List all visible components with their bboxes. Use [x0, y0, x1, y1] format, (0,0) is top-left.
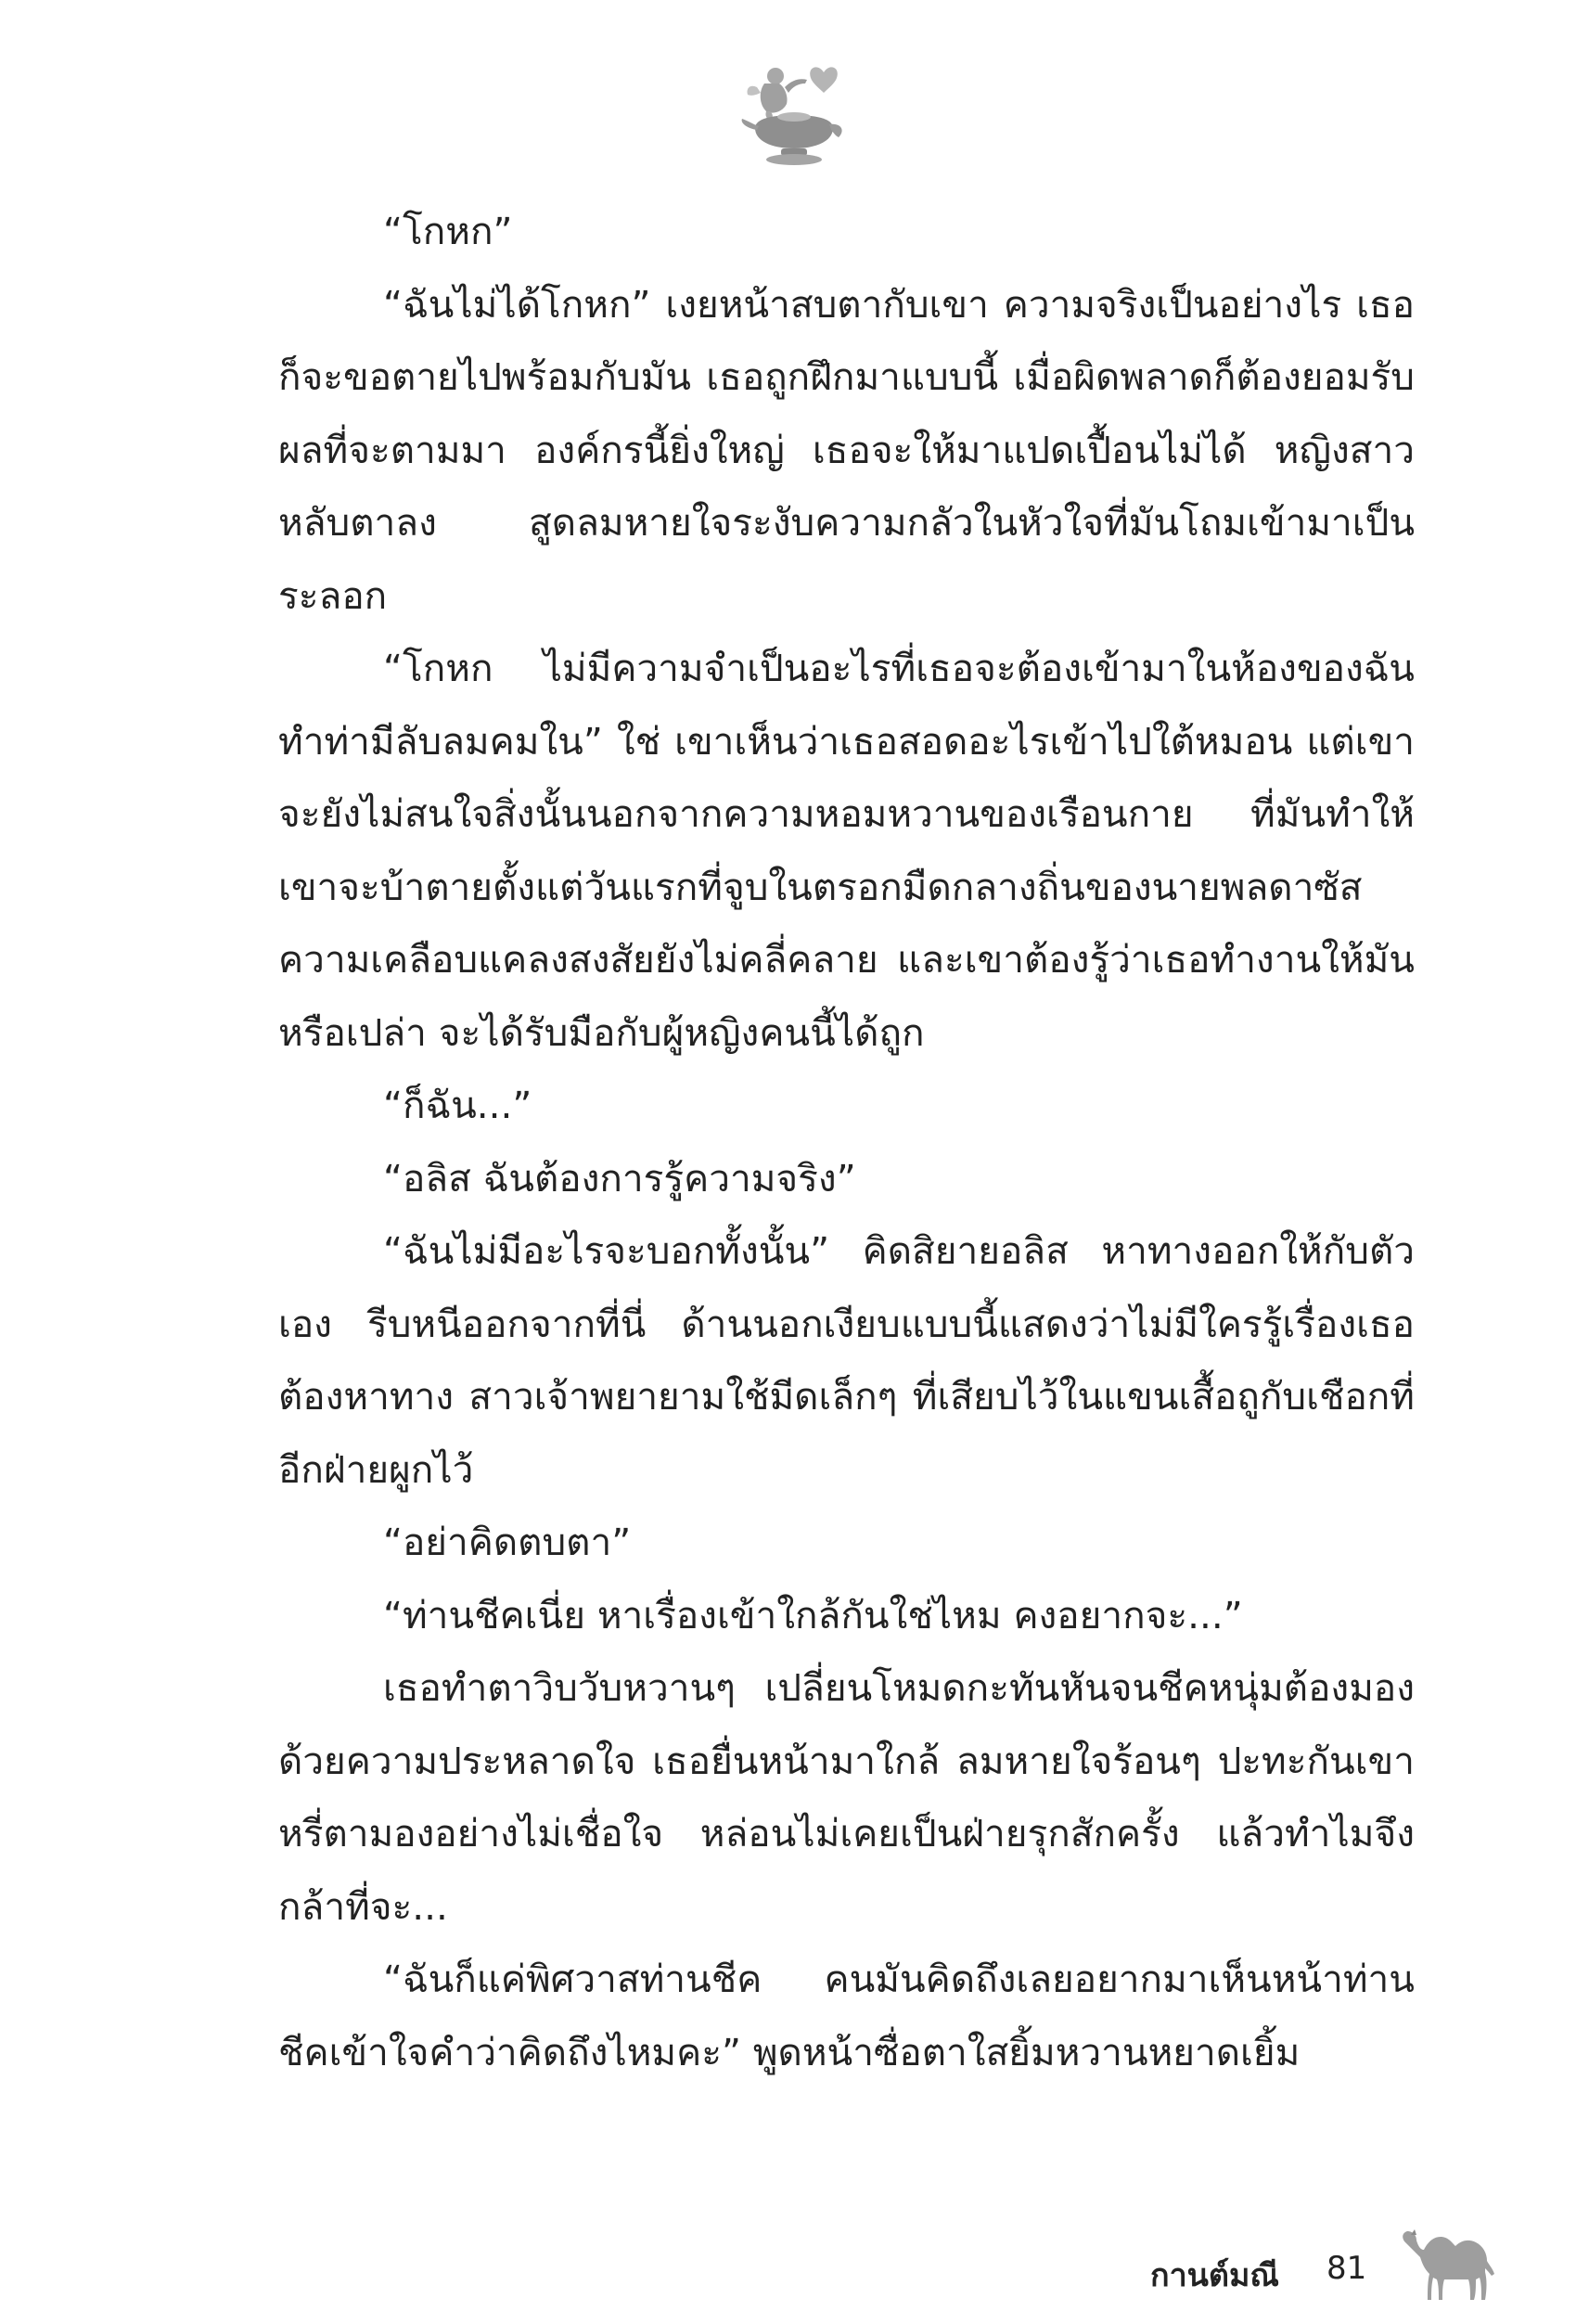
paragraph: “อลิส ฉันต้องการรู้ความจริง”	[383, 1155, 856, 1201]
page-number: 81	[1326, 2250, 1367, 2287]
paragraph: “โกหก ไม่มีความจำเป็นอะไรที่เธอจะต้องเข้ามาในห้องของฉันทำท่ามีลับลมคมใน” ใช่ เขาเห็นว่าเธอสอดอะไรเข้าไปใต้หมอน แต่เขาจะยังไม่สนใจสิ่งนั้นนอกจากความหอมหวานของเรือนกาย ที่มันทำให้เขาจะบ้าตายตั้งแต่วันแรกที่จูบในตรอกมืดกลางถิ่นของนายพลดาซัส ความเคลือบแคลงสงสัยยังไม่คลี่คลาย และเขาต้องรู้ว่าเธอทำงานให้มันหรือเปล่า จะได้รับมือกับผู้หญิงคนนี้ได้ถูก	[278, 646, 1415, 1055]
running-book-title: กานต์มณี	[1150, 2257, 1279, 2294]
paragraph: “ฉันไม่มีอะไรจะบอกทั้งนั้น” คิดสิยายอลิส หาทางออกให้กับตัวเอง รีบหนีออกจากที่นี่ ด้านนอกเงียบแบบนี้แสดงว่าไม่มีใครรู้เรื่องเธอต้องหาทาง สาวเจ้าพยายามใช้มีดเล็กๆ ที่เสียบไว้ในแขนเสื้อถูกับเชือกที่อีกฝ่ายผูกไว้	[278, 1228, 1415, 1492]
paragraph: “โกหก”	[383, 209, 513, 253]
paragraph: “ท่านชีคเนี่ย หาเรื่องเข้าใกล้กันใช่ไหม คงอยากจะ...”	[383, 1592, 1243, 1637]
paragraph: “ก็ฉัน...”	[383, 1083, 532, 1127]
cupid-teacup-ornament-icon	[738, 56, 850, 172]
paragraph: เธอทำตาวิบวับหวานๆ เปลี่ยนโหมดกะทันหันจนชีคหนุ่มต้องมองด้วยความประหลาดใจ เธอยื่นหน้ามาใกล้ ลมหายใจร้อนๆ ปะทะกันเขาหรี่ตามองอย่างไม่เชื่อใจ หล่อนไม่เคยเป็นฝ่ายรุกสักครั้ง แล้วทำไมจึงกล้าที่จะ...	[278, 1665, 1415, 1929]
paragraph: “ฉันก็แค่พิศวาสท่านชีค คนมันคิดถึงเลยอยากมาเห็นหน้าท่านชีคเข้าใจคำว่าคิดถึงไหมคะ” พูดหน้าซื่อตาใสยิ้มหวานหยาดเยิ้ม	[278, 1957, 1415, 2074]
page-footer	[1150, 2250, 1568, 2324]
camel-icon	[1396, 2222, 1503, 2305]
body-text	[278, 195, 1415, 2088]
paragraph: “ฉันไม่ได้โกหก” เงยหน้าสบตากับเขา ความจริงเป็นอย่างไร เธอก็จะขอตายไปพร้อมกับมัน เธอถูกฝึกมาแบบนี้ เมื่อผิดพลาดก็ต้องยอมรับผลที่จะตามมา องค์กรนี้ยิ่งใหญ่ เธอจะให้มาแปดเปื้อนไม่ได้ หญิงสาวหลับตาลง สูดลมหายใจระงับความกลัวในหัวใจที่มันโถมเข้ามาเป็นระลอก	[278, 281, 1415, 618]
paragraph: “อย่าคิดตบตา”	[383, 1520, 632, 1564]
